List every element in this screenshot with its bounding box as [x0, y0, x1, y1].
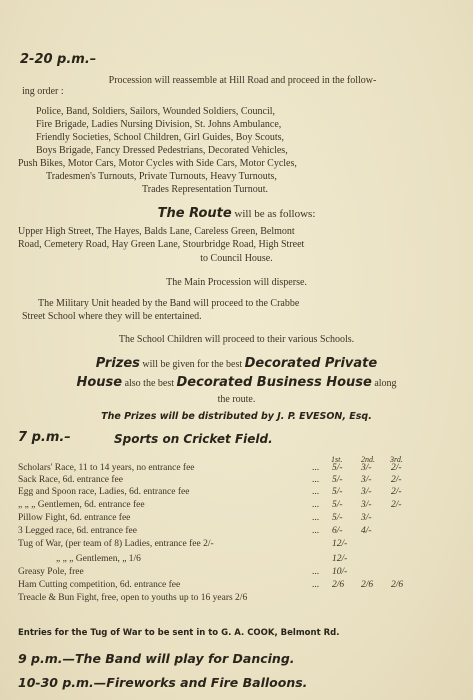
prizes-line-3: the route.: [217, 394, 256, 405]
col-header-2nd: 2nd.: [361, 455, 375, 464]
prize-value-p3: 2/-: [391, 487, 402, 497]
order-line: Fire Brigade, Ladies Nursing Division, St. Johns Ambulance,: [36, 119, 282, 130]
leader-dots: ...: [312, 513, 320, 523]
order-line: Friendly Societies, School Children, Girl Guides, Boy Scouts,: [36, 132, 285, 143]
leader-dots: ...: [312, 567, 320, 577]
tug-entries-note: Entries for the Tug of War to be sent in to G. A. COOK, Belmont Rd.: [18, 628, 340, 638]
house-word: House: [76, 375, 123, 390]
sports-event: Tug of War, (per team of 8) Ladies, entrance fee 2/-: [18, 539, 214, 549]
prize-value-p2: 3/-: [361, 500, 372, 510]
route-line: to Council House.: [200, 253, 273, 264]
sports-event: Sack Race, 6d. entrance fee: [18, 475, 123, 485]
prize-value-p2: 2/6: [361, 580, 374, 590]
prizes-line-1: [0, 356, 473, 371]
prize-value-p2: 4/-: [361, 526, 372, 536]
route-heading-bold: The Route: [157, 206, 232, 221]
prize-value-p1: 5/-: [332, 487, 343, 497]
decorated-private-text: Decorated Private: [244, 356, 378, 371]
prizes-distributed: The Prizes will be distributed by J. P. EVESON, Esq.: [101, 411, 372, 422]
order-line: Push Bikes, Motor Cars, Motor Cycles with Side Cars, Motor Cycles,: [18, 158, 297, 169]
prize-value-p3: 2/-: [391, 463, 402, 473]
prizes-word: Prizes: [95, 356, 140, 371]
sports-event: 3 Legged race, 6d. entrance fee: [18, 526, 137, 536]
prize-value-p2: 3/-: [361, 487, 372, 497]
prize-value-p2: 3/-: [361, 475, 372, 485]
military-note: The Military Unit headed by the Band will proceed to the Crabbe: [38, 298, 300, 309]
col-header-3rd: 3rd.: [390, 455, 403, 464]
leader-dots: ...: [312, 500, 320, 510]
route-line: Road, Cemetery Road, Hay Green Lane, Stourbridge Road, High Street: [18, 239, 305, 250]
col-header-1st: 1st.: [331, 455, 343, 464]
school-note: The School Children will proceed to their various Schools.: [118, 334, 355, 345]
sports-event: Scholars' Race, 11 to 14 years, no entrance fee: [18, 463, 195, 473]
sports-event: „ „ „ Gentlemen, „ 1/6: [56, 554, 141, 564]
order-line: Trades Representation Turnout.: [142, 184, 269, 195]
sports-event: Greasy Pole, free: [18, 567, 84, 577]
leader-dots: ...: [312, 580, 320, 590]
military-note-cont: Street School where they will be entertained.: [22, 311, 202, 322]
prize-value-p3: 2/-: [391, 475, 402, 485]
prize-value-p3: 2/-: [391, 500, 402, 510]
prizes-text: will be given for the best: [139, 359, 245, 370]
sports-event: Ham Cutting competition, 6d. entrance fee: [18, 580, 181, 590]
prize-value-p1: 2/6: [332, 580, 345, 590]
procession-intro-cont: ing order :: [22, 86, 64, 97]
prize-value-p1: 12/-: [332, 554, 348, 564]
prize-value-p1: 5/-: [332, 513, 343, 523]
prize-value-p1: 5/-: [332, 463, 343, 473]
leader-dots: ...: [312, 526, 320, 536]
decorated-business-text: Decorated Business House: [176, 375, 372, 390]
procession-intro: Procession will reassemble at Hill Road and proceed in the follow-: [108, 75, 377, 86]
sports-event: „ „ „ Gentlemen, 6d. entrance fee: [18, 500, 145, 510]
sports-event: Treacle & Bun Fight, free, open to youths up to 16 years 2/6: [18, 593, 248, 603]
prizes-line-2: [0, 375, 473, 390]
sports-title: Sports on Cricket Field.: [114, 432, 273, 446]
prize-value-p1: 10/-: [332, 567, 348, 577]
prizes-text: also the best: [122, 378, 177, 389]
fireworks-line: 10-30 p.m.—Fireworks and Fire Balloons.: [18, 675, 308, 690]
prize-value-p1: 5/-: [332, 500, 343, 510]
route-heading-rest: will be as follows:: [231, 208, 316, 220]
disperse-note: The Main Procession will disperse.: [166, 277, 307, 288]
prize-value-p1: 6/-: [332, 526, 343, 536]
prize-value-p2: 3/-: [361, 513, 372, 523]
leader-dots: ...: [312, 475, 320, 485]
prizes-text: along: [371, 378, 397, 389]
sports-event: Pillow Fight, 6d. entrance fee: [18, 513, 131, 523]
prize-value-p3: 2/6: [391, 580, 404, 590]
route-heading: [0, 206, 473, 221]
prize-value-p2: 3/-: [361, 463, 372, 473]
sports-event: Egg and Spoon race, Ladies, 6d. entrance fee: [18, 487, 190, 497]
prize-value-p1: 5/-: [332, 475, 343, 485]
leader-dots: ...: [312, 463, 320, 473]
leader-dots: ...: [312, 487, 320, 497]
dancing-line: 9 p.m.—The Band will play for Dancing.: [18, 651, 295, 666]
time-heading-7pm: 7 p.m.–: [18, 430, 71, 445]
order-line: Boys Brigade, Fancy Dressed Pedestrians, Decorated Vehicles,: [36, 145, 288, 156]
order-line: Police, Band, Soldiers, Sailors, Wounded Soldiers, Council,: [36, 106, 275, 117]
route-line: Upper High Street, The Hayes, Balds Lane, Careless Green, Belmont: [18, 226, 295, 237]
order-line: Tradesmen's Turnouts, Private Turnouts, Heavy Turnouts,: [46, 171, 277, 182]
prize-value-p1: 12/-: [332, 539, 348, 549]
time-heading-2-20: 2-20 p.m.–: [20, 52, 97, 67]
